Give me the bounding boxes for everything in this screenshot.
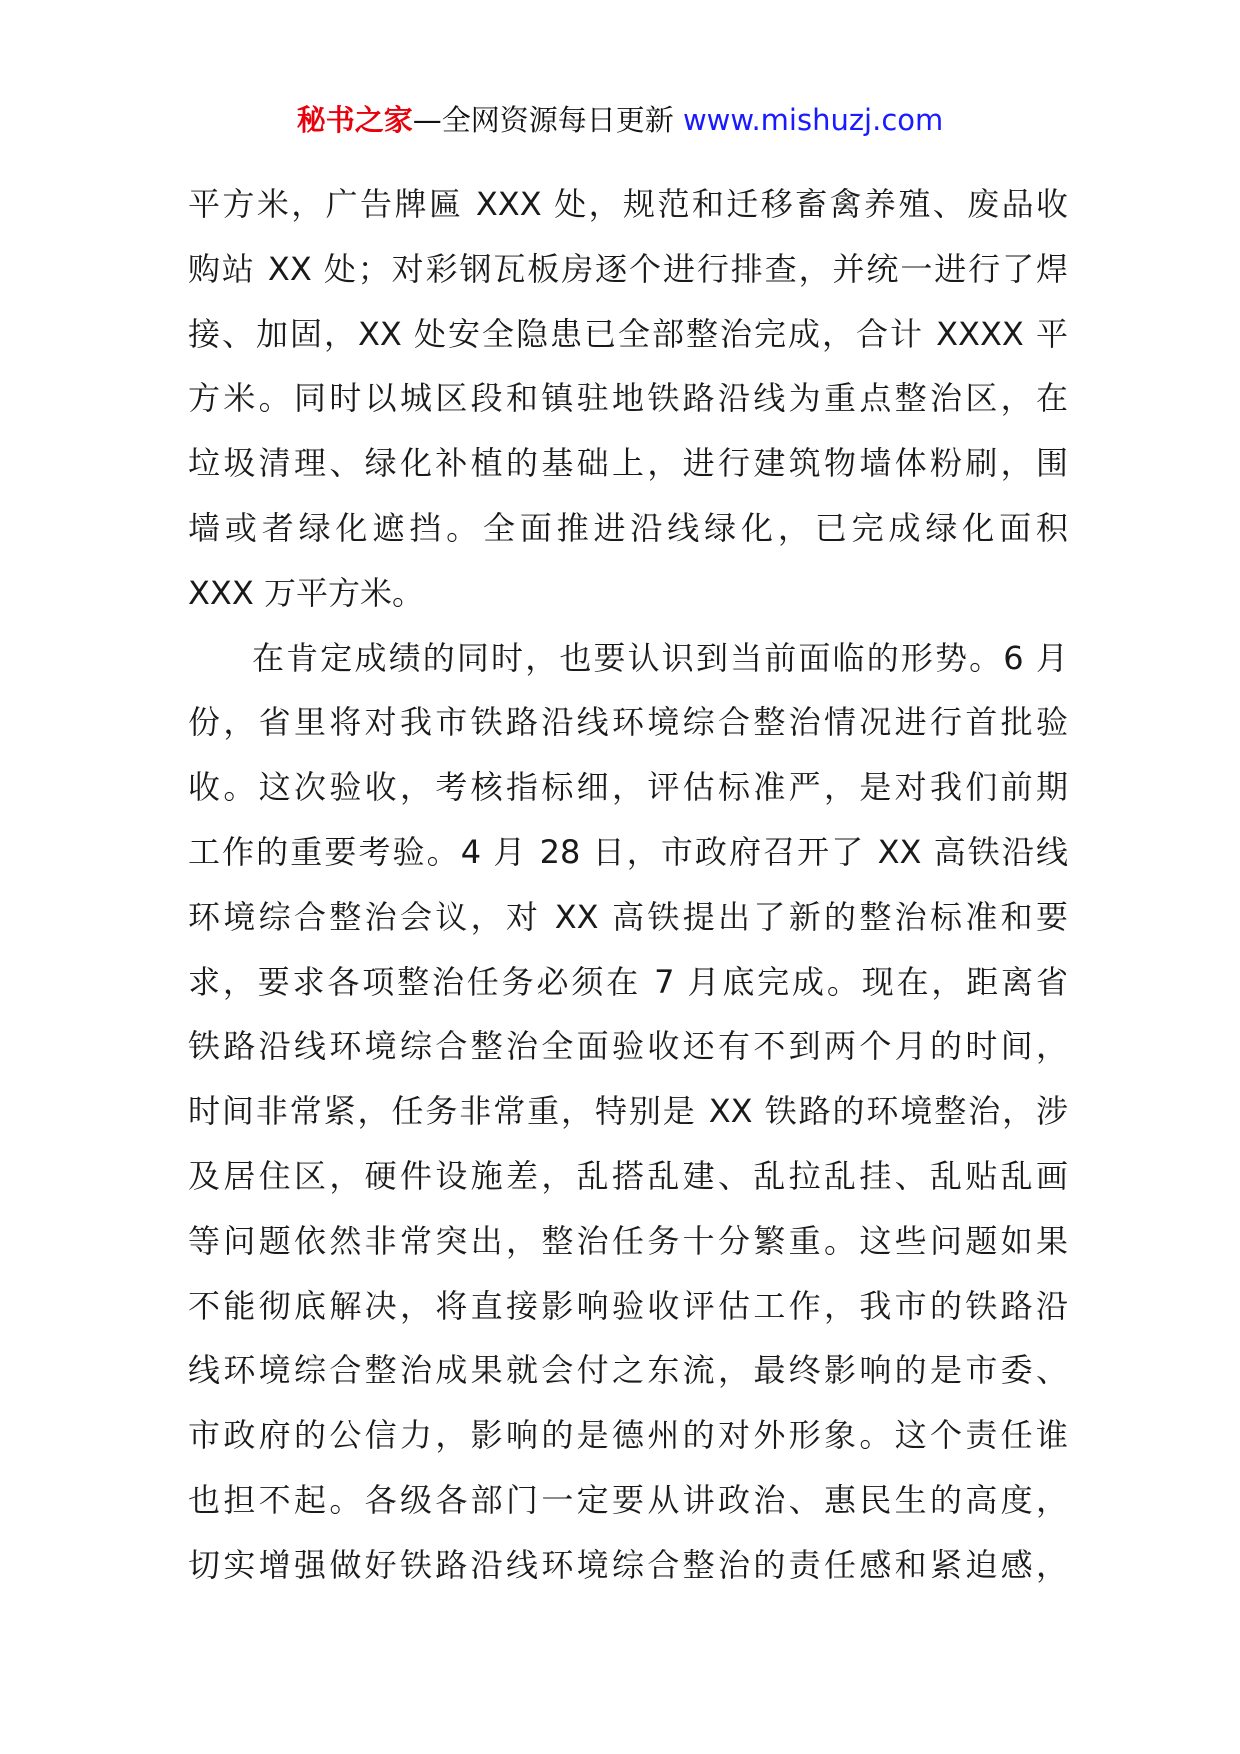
text-line: XXX 万平方米。 xyxy=(188,573,424,612)
text-line: 接、加固，XX 处安全隐患已全部整治完成，合计 XXXX 平 xyxy=(188,314,1068,353)
text-line: 方米。同时以城区段和镇驻地铁路沿线为重点整治区，在 xyxy=(188,379,1068,418)
text-line: 时间非常紧，任务非常重，特别是 XX 铁路的环境整治，涉 xyxy=(188,1092,1068,1131)
text-line: 平方米，广告牌匾 XXX 处，规范和迁移畜禽养殖、废品收 xyxy=(188,185,1068,223)
text-line: 铁路沿线环境综合整治全面验收还有不到两个月的时间， xyxy=(188,1027,1068,1066)
text-line: 及居住区，硬件设施差，乱搭乱建、乱拉乱挂、乱贴乱画 xyxy=(188,1156,1068,1195)
text-line: 不能彻底解决，将直接影响验收评估工作，我市的铁路沿 xyxy=(188,1286,1068,1325)
text-line: 求，要求各项整治任务必须在 7 月底完成。现在，距离省 xyxy=(188,962,1068,1001)
header-brand: 秘书之家 xyxy=(296,103,413,137)
header-url-link[interactable]: www.mishuzj.com xyxy=(682,103,944,137)
page-header xyxy=(0,98,1240,142)
text-line: 也担不起。各级各部门一定要从讲政治、惠民生的高度， xyxy=(188,1480,1068,1519)
text-line: 购站 XX 处；对彩钢瓦板房逐个进行排查，并统一进行了焊 xyxy=(188,249,1068,288)
text-line: 切实增强做好铁路沿线环境综合整治的责任感和紧迫感， xyxy=(188,1545,1068,1584)
text-line: 环境综合整治会议，对 XX 高铁提出了新的整治标准和要 xyxy=(188,897,1068,936)
text-line: 收。这次验收，考核指标细，评估标准严，是对我们前期 xyxy=(188,768,1068,807)
header-tagline: —全网资源每日更新 xyxy=(412,103,683,137)
text-line: 垃圾清理、绿化补植的基础上，进行建筑物墙体粉刷，围 xyxy=(188,444,1068,483)
text-line: 市政府的公信力，影响的是德州的对外形象。这个责任谁 xyxy=(188,1416,1068,1455)
text-line: 等问题依然非常突出，整治任务十分繁重。这些问题如果 xyxy=(188,1221,1068,1260)
paragraph-first-line: 在肯定成绩的同时，也要认识到当前面临的形势。6 月 xyxy=(252,638,1068,677)
text-line: 份，省里将对我市铁路沿线环境综合整治情况进行首批验 xyxy=(188,703,1068,742)
text-line: 工作的重要考验。4 月 28 日，市政府召开了 XX 高铁沿线 xyxy=(188,832,1068,871)
text-line: 线环境综合整治成果就会付之东流，最终影响的是市委、 xyxy=(188,1351,1068,1390)
document-body xyxy=(188,172,1068,1598)
text-line: 墙或者绿化遮挡。全面推进沿线绿化，已完成绿化面积 xyxy=(188,508,1068,547)
